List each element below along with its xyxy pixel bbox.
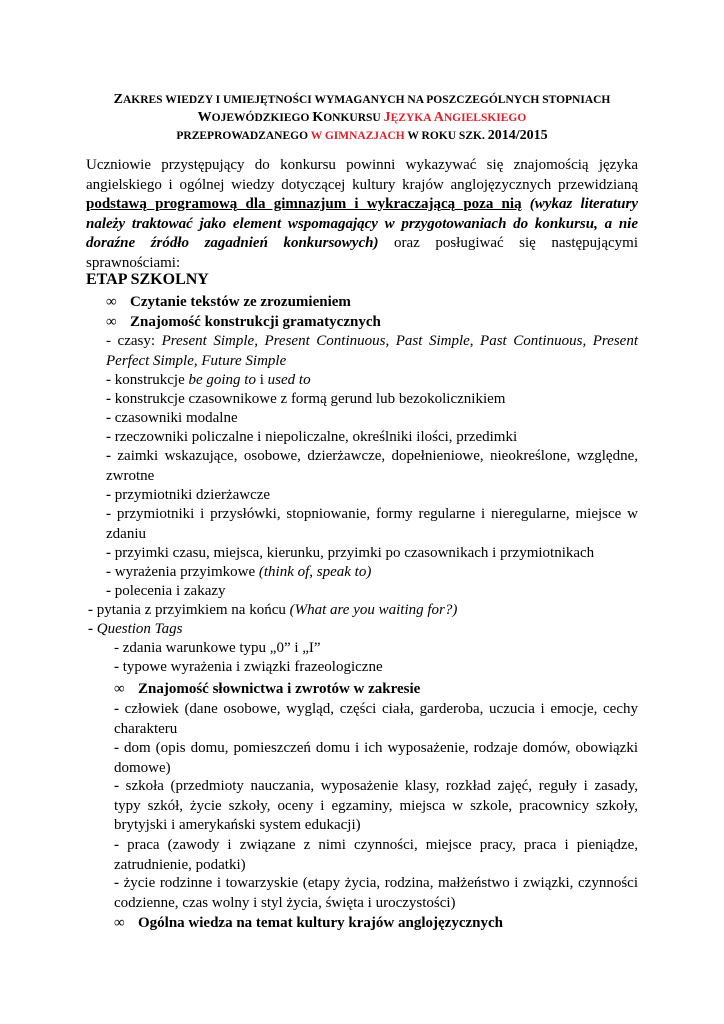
vocab-work: - praca (zawody i związane z nimi czynności, miejsce pracy, praca i pieniądze, zatrudnienie, podatki)	[114, 837, 638, 873]
grammar-questions: - pytania z przyimkiem na końcu (What are you waiting for?)	[88, 602, 458, 618]
section-vocabulary: ∞ Znajomość słownictwa i zwrotów w zakresie	[114, 681, 421, 697]
header-line-3: PRZEPROWADZANEGO W GIMNAZJACH W ROKU SZK. 2014/2015	[176, 128, 548, 143]
vocab-person: - człowiek (dane osobowe, wygląd, części ciała, garderoba, uczucia i emocje, cechy charakteru	[114, 701, 638, 737]
stage-title: ETAP SZKOLNY	[86, 271, 209, 288]
vocab-home: - dom (opis domu, pomieszczeń domu i ich wyposażenie, rodzaje domów, obowiązki domowe)	[114, 740, 638, 776]
grammar-conditionals: - zdania warunkowe typu „0” i „I”	[114, 640, 321, 656]
section-grammar: ∞ Znajomość konstrukcji gramatycznych	[106, 314, 381, 330]
grammar-commands: - polecenia i zakazy	[106, 583, 226, 599]
grammar-modal: - czasowniki modalne	[106, 410, 238, 426]
intro-paragraph: Uczniowie przystępujący do konkursu powinni wykazywać się znajomością języka angielskiego i ogólnej wiedzy dotyczącej kultury krajów anglojęzycznych przewidzianą podstawą programową dla gimnazjum i wykraczającą poza nią (wykaz literatury należy traktować jako element wspomagający w przygotowaniach do konkursu, a nie doraźne źródło zagadnień konkursowych) oraz posługiwać się następującymi sprawnościami:	[86, 157, 639, 271]
grammar-tenses: - czasy: Present Simple, Present Continuous, Past Simple, Past Continuous, Present Perfect Simple, Future Simple	[106, 333, 638, 369]
grammar-prepositional-phrases: - wyrażenia przyimkowe (think of, speak to)	[106, 564, 372, 580]
header-line-2: WOJEWÓDZKIEGO KONKURSU JĘZYKA ANGIELSKIEGO	[197, 110, 527, 125]
section-culture: ∞ Ogólna wiedza na temat kultury krajów anglojęzycznych	[114, 915, 503, 931]
vocab-school: - szkoła (przedmioty nauczania, wyposażenie klasy, rozkład zajęć, reguły i zasady, typy szkół, życie szkoły, oceny i egzaminy, miejsca w szkole, pracownicy szkoły, brytyjski i amerykański system edukacji)	[114, 778, 638, 833]
vocab-family: - życie rodzinne i towarzyskie (etapy życia, rodzina, małżeństwo i związki, czynności codzienne, czas wolny i styl życia, święta i uroczystości)	[114, 875, 638, 911]
grammar-constructions: - konstrukcje be going to i used to	[106, 372, 311, 388]
grammar-gerund: - konstrukcje czasownikowe z formą gerund lub bezokolicznikiem	[106, 391, 506, 407]
grammar-question-tags: - Question Tags	[88, 621, 183, 637]
grammar-possessive-adjectives: - przymiotniki dzierżawcze	[106, 487, 271, 503]
grammar-adjectives-adverbs: - przymiotniki i przysłówki, stopniowanie, formy regularne i nieregularne, miejsce w zdaniu	[106, 506, 638, 542]
grammar-prepositions: - przyimki czasu, miejsca, kierunku, przyimki po czasownikach i przymiotnikach	[106, 545, 595, 561]
grammar-idioms: - typowe wyrażenia i związki frazeologiczne	[114, 659, 383, 675]
grammar-nouns: - rzeczowniki policzalne i niepoliczalne, określniki ilości, przedimki	[106, 429, 518, 445]
section-reading: ∞ Czytanie tekstów ze zrozumieniem	[106, 294, 351, 310]
grammar-pronouns: - zaimki wskazujące, osobowe, dzierżawcze, dopełnieniowe, nieokreślone, względne, zwrotne	[106, 448, 638, 484]
header-line-1: ZAKRES WIEDZY I UMIEJĘTNOŚCI WYMAGANYCH NA POSZCZEGÓLNYCH STOPNIACH	[113, 92, 611, 107]
